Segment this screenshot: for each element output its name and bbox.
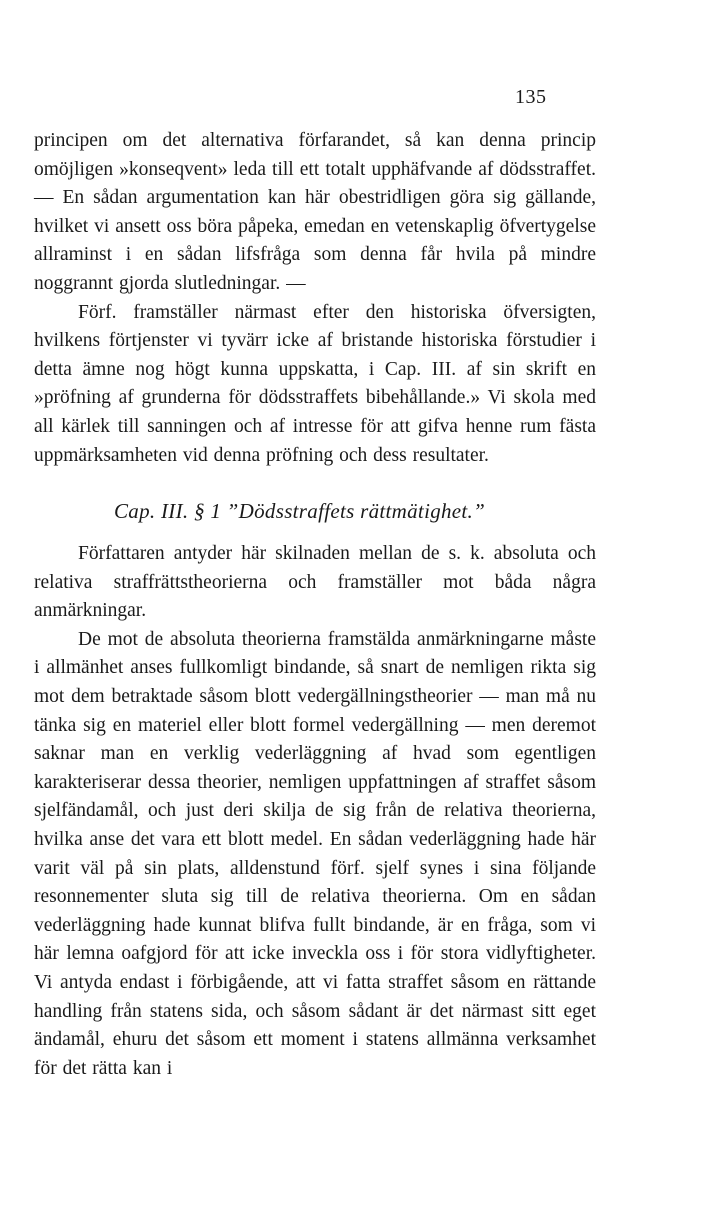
page-number: 135 [515, 86, 547, 108]
paragraph: principen om det alternativa förfarandet, så kan denna princip omöjligen »konseqvent» leda till ett totalt upphäfvande af dödsstraffet. — En sådan argumentation kan här obestridligen göra sig gällande, hvilket vi ansett oss böra påpeka, emedan en vetenskaplig öfvertygelse allraminst i en sådan lifsfråga som denna får hvila på mindre noggrannt gjorda slutledningar. — [34, 130, 596, 294]
body-text-bottom [34, 540, 596, 1083]
section-heading: Cap. III. § 1 ”Dödsstraffets rättmätighet.” [114, 499, 486, 523]
paragraph: De mot de absoluta theorierna framstälda anmärkningarne måste i allmänhet anses fullkomligt bindande, så snart de nemligen rikta sig mot dem betraktade såsom blott vedergällningstheorier — man må nu tänka sig en materiel eller blott formel vedergällning — men deremot saknar man en verklig vederläggning af hvad som egentligen karakteriserar dessa theorier, nemligen uppfattningen af straffet såsom sjelfändamål, och just deri skilja de sig från de relativa theorierna, hvilka anse det vara ett blott medel. En sådan vederläggning hade här varit väl på sin plats, alldenstund förf. sjelf synes i sina följande resonnementer sluta sig till de relativa theorierna. Om en sådan vederläggning hade kunnat blifva fullt bindande, är en fråga, som vi här lemna oafgjord för att icke inveckla oss i för stora vidlyftigheter. Vi antyda endast i förbigående, att vi fatta straffet såsom en rättande handling från statens sida, och såsom sådant är det närmast sitt eget ändamål, ehuru det såsom ett moment i statens allmänna verksamhet för det rätta kan i [34, 628, 596, 1079]
paragraph: Förf. framställer närmast efter den historiska öfversigten, hvilkens förtjenster vi tyvärr icke af bristande historiska förstudier i detta ämne nog högt kunna uppskatta, i Cap. III. af sin skrift en »pröfning af grunderna för dödsstraffets bibehållande.» Vi skola med all kärlek till sanningen och af intresse för att gifva henne rum fästa uppmärksamheten vid denna pröfning och dess resultater. [34, 301, 596, 466]
paragraph: Författaren antyder här skilnaden mellan de s. k. absoluta och relativa straffrättstheorierna och framställer mot båda några anmärkningar. [34, 543, 596, 622]
body-text-top [34, 127, 596, 470]
